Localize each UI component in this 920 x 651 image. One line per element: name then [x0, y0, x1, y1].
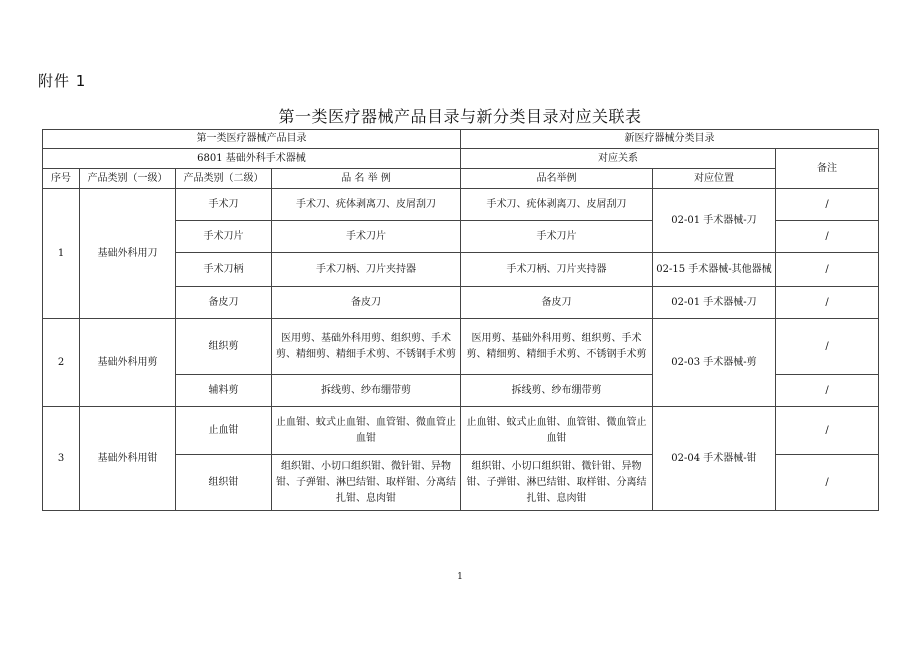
new-examples-cell: 拆线剪、纱布绷带剪	[461, 375, 653, 407]
cat1-cell: 基础外科用刀	[80, 189, 176, 319]
remark-cell: /	[776, 189, 879, 221]
new-examples-cell: 止血钳、蚊式止血钳、血管钳、微血管止血钳	[461, 407, 653, 455]
cat1-cell: 基础外科用钳	[80, 407, 176, 511]
position-cell: 02-01 手术器械-刀	[653, 189, 776, 253]
col-examples: 品 名 举 例	[272, 169, 461, 189]
cat2-cell: 手术刀柄	[176, 253, 272, 287]
remark-cell: /	[776, 253, 879, 287]
remark-cell: /	[776, 375, 879, 407]
new-examples-cell: 手术刀片	[461, 221, 653, 253]
position-cell: 02-15 手术器械-其他器械	[653, 253, 776, 287]
position-cell: 02-03 手术器械-剪	[653, 319, 776, 407]
col-cat2: 产品类别（二级）	[176, 169, 272, 189]
cat2-cell: 手术刀	[176, 189, 272, 221]
position-cell: 02-01 手术器械-刀	[653, 287, 776, 319]
examples-cell: 手术刀片	[272, 221, 461, 253]
table-row	[43, 319, 879, 375]
examples-cell: 止血钳、蚊式止血钳、血管钳、微血管止血钳	[272, 407, 461, 455]
mapping-table	[42, 129, 879, 511]
new-examples-cell: 备皮刀	[461, 287, 653, 319]
cat2-cell: 组织剪	[176, 319, 272, 375]
remark-cell: /	[776, 455, 879, 511]
new-examples-cell: 手术刀柄、刀片夹持器	[461, 253, 653, 287]
remark-cell: /	[776, 221, 879, 253]
position-cell: 02-04 手术器械-钳	[653, 407, 776, 511]
page-title: 第一类医疗器械产品目录与新分类目录对应关联表	[278, 107, 642, 126]
cat2-cell: 辅料剪	[176, 375, 272, 407]
col-new-examples: 品名举例	[461, 169, 653, 189]
remark-cell: /	[776, 407, 879, 455]
col-cat1: 产品类别（一级）	[80, 169, 176, 189]
examples-cell: 拆线剪、纱布绷带剪	[272, 375, 461, 407]
seq-cell: 1	[43, 189, 80, 319]
old-catalog-header: 第一类医疗器械产品目录	[43, 130, 461, 149]
cat2-cell: 组织钳	[176, 455, 272, 511]
remarks-header: 备注	[776, 149, 879, 189]
examples-cell: 备皮刀	[272, 287, 461, 319]
seq-cell: 2	[43, 319, 80, 407]
old-category-header: 6801 基础外科手术器械	[43, 149, 461, 169]
cat2-cell: 手术刀片	[176, 221, 272, 253]
table-row	[43, 189, 879, 221]
examples-cell: 手术刀柄、刀片夹持器	[272, 253, 461, 287]
page-number: 1	[457, 572, 463, 582]
new-examples-cell: 医用剪、基础外科用剪、组织剪、手术剪、精细剪、精细手术剪、不锈钢手术剪	[461, 319, 653, 375]
cat1-cell: 基础外科用剪	[80, 319, 176, 407]
remark-cell: /	[776, 319, 879, 375]
col-seq: 序号	[43, 169, 80, 189]
seq-cell: 3	[43, 407, 80, 511]
new-catalog-header: 新医疗器械分类目录	[461, 130, 879, 149]
mapping-header: 对应关系	[461, 149, 776, 169]
new-examples-cell: 手术刀、疣体剥离刀、皮屑刮刀	[461, 189, 653, 221]
table-row	[43, 407, 879, 455]
cat2-cell: 备皮刀	[176, 287, 272, 319]
col-position: 对应位置	[653, 169, 776, 189]
remark-cell: /	[776, 287, 879, 319]
attachment-label: 附件 1	[38, 72, 87, 90]
examples-cell: 医用剪、基础外科用剪、组织剪、手术剪、精细剪、精细手术剪、不锈钢手术剪	[272, 319, 461, 375]
examples-cell: 手术刀、疣体剥离刀、皮屑刮刀	[272, 189, 461, 221]
new-examples-cell: 组织钳、小切口组织钳、微针钳、异物钳、子弹钳、淋巴结钳、取样钳、分离结扎钳、息肉钳	[461, 455, 653, 511]
cat2-cell: 止血钳	[176, 407, 272, 455]
examples-cell: 组织钳、小切口组织钳、微针钳、异物钳、子弹钳、淋巴结钳、取样钳、分离结扎钳、息肉钳	[272, 455, 461, 511]
